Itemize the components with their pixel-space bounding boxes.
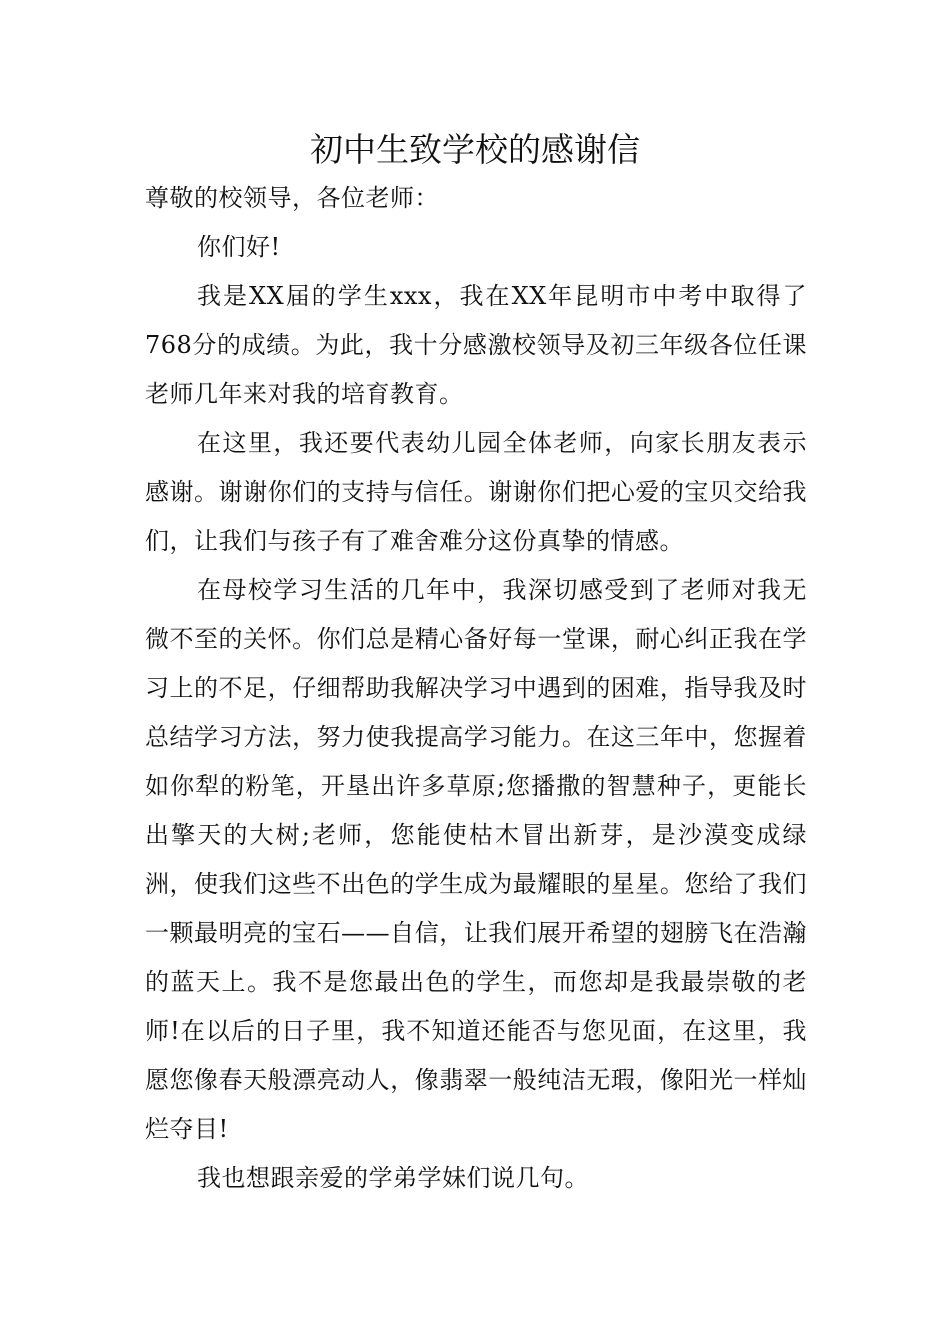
letter-body: [145, 174, 807, 1203]
paragraph-thanks-teachers: 在母校学习生活的几年中，我深切感受到了老师对我无微不至的关怀。你们总是精心备好每一堂课，耐心纠正我在学习上的不足，仔细帮助我解决学习中遇到的困难，指导我及时总结学习方法，努力使我提高学习能力。在这三年中，您握着如你犁的粉笔，开垦出许多草原;您播撒的智慧种子，更能长出擎天的大树;老师，您能使枯木冒出新芽，是沙漠变成绿洲，使我们这些不出色的学生成为最耀眼的星星。您给了我们一颗最明亮的宝石——自信，让我们展开希望的翅膀飞在浩瀚的蓝天上。我不是您最出色的学生，而您却是我最崇敬的老师!在以后的日子里，我不知道还能否与您见面，在这里，我愿您像春天般漂亮动人，像翡翠一般纯洁无瑕，像阳光一样灿烂夺目!: [145, 576, 807, 1143]
paragraph-juniors: 我也想跟亲爱的学弟学妹们说几句。: [197, 1164, 589, 1192]
salutation: 尊敬的校领导，各位老师：: [145, 184, 439, 212]
document-title: 初中生致学校的感谢信: [310, 130, 640, 169]
paragraph-introduction: 我是XX届的学生xxx，我在XX年昆明市中考中取得了768分的成绩。为此，我十分感激校领导及初三年级各位任课老师几年来对我的培育教育。: [145, 282, 807, 408]
paragraph-greeting: 你们好!: [197, 233, 281, 261]
paragraph-thanks-parents: 在这里，我还要代表幼儿园全体老师，向家长朋友表示感谢。谢谢你们的支持与信任。谢谢你们把心爱的宝贝交给我们，让我们与孩子有了难舍难分这份真挚的情感。: [145, 429, 807, 555]
